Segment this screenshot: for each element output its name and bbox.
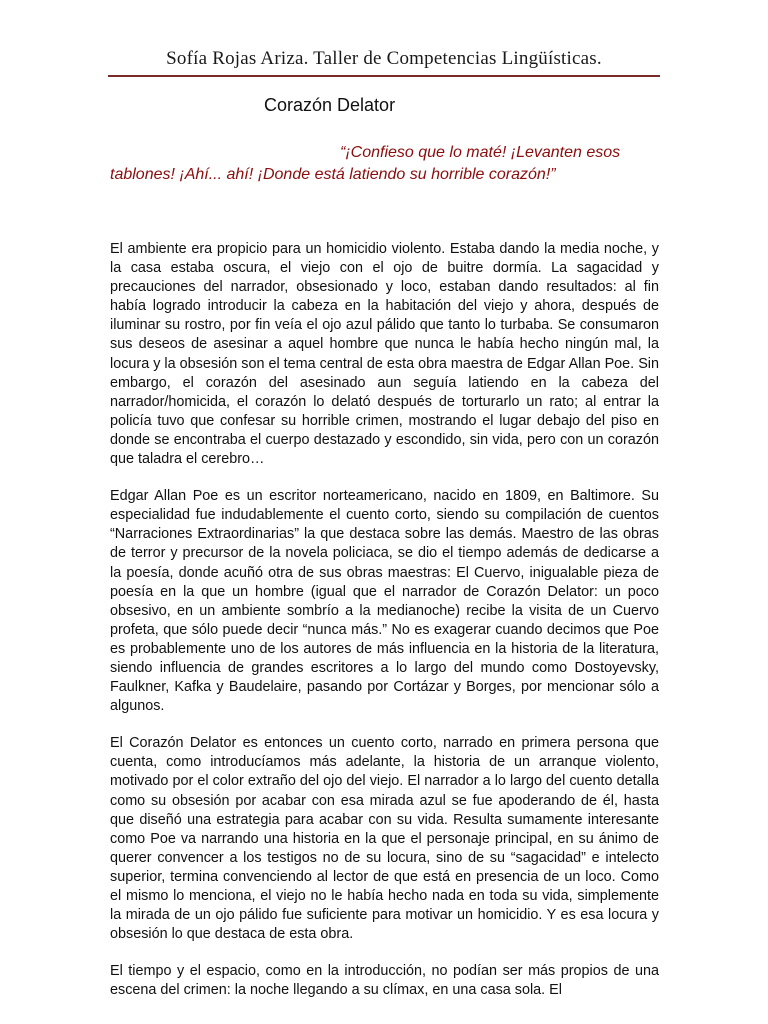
document-title: Corazón Delator (264, 95, 396, 115)
paragraph-1: El ambiente era propicio para un homicidio violento. Estaba dando la media noche, y la casa estaba oscura, el viejo con el ojo de buitre dormía. La sagacidad y precauciones del narrador, obsesionado y loco, estaban dando resultados: al fin había logrado introducir la cabeza en la habitación del viejo y ahora, después de iluminar su rostro, por fin veía el ojo azul pálido que tanto lo turbaba. Se consumaron sus deseos de asesinar a aquel hombre que nunca le había hecho ningún mal, la locura y la obsesión son el tema central de esta obra maestra de Edgar Allan Poe. Sin embargo, el corazón del asesinado aun seguía latiendo en la cabeza del narrador/homicida, el corazón lo delató después de torturarlo un rato; al entrar la policía tuvo que confesar su horrible crimen, mostrando el lugar debajo del piso en donde se encontraba el cuerpo destazado y escondido, sin vida, pero con un corazón que taladra el cerebro… (110, 241, 659, 468)
body-text (110, 240, 659, 1000)
page-header: Sofía Rojas Ariza. Taller de Competencias Lingüísticas. (166, 48, 602, 69)
paragraph-3: El Corazón Delator es entonces un cuento corto, narrado en primera persona que cuenta, como introducíamos más adelante, la historia de un arranque violento, motivado por el color extraño del ojo del viejo. El narrador a lo largo del cuento detalla como su obsesión por acabar con esa mirada azul se fue apoderando de él, hasta que diseñó una estrategia para acabar con su vida. Resulta sumamente interesante como Poe va narrando una historia en la que el personaje principal, en su ánimo de querer convencer a los testigos no de su locura, sino de su “sagacidad” e intelecto superior, termina convenciendo al lector de que está en presencia de un loco. Como el mismo lo menciona, el viejo no le había hecho nada en toda su vida, simplemente la mirada de un ojo pálido fue suficiente para motivar un homicidio. Y es esa locura y obsesión lo que destaca de esta obra. (110, 735, 659, 943)
epigraph-line-2: tablones! ¡Ahí... ahí! ¡Donde está latiendo su horrible corazón!” (110, 166, 556, 183)
epigraph-line-1: “¡Confieso que lo maté! ¡Levanten esos (340, 144, 621, 161)
paragraph-4: El tiempo y el espacio, como en la introducción, no podían ser más propios de una escena del crimen: la noche llegando a su clímax, en una casa sola. El (110, 963, 659, 999)
paragraph-2: Edgar Allan Poe es un escritor norteamericano, nacido en 1809, en Baltimore. Su especialidad fue indudablemente el cuento corto, siendo su compilación de cuentos “Narraciones Extraordinarias” la que destaca sobre las demás. Maestro de las obras de terror y precursor de la novela policiaca, se dio el tiempo además de dedicarse a la poesía, donde acuñó otra de sus obras maestras: El Cuervo, inigualable pieza de poesía en la que un hombre (igual que el narrador de Corazón Delator: un poco obsesivo, en un ambiente sombrío a la medianoche) recibe la visita de un Cuervo profeta, que sólo puede decir “nunca más.” No es exagerar cuando decimos que Poe es probablemente uno de los autores de más influencia en la historia de la literatura, siendo influencia de grandes escritores a lo largo del mundo como Dostoyevsky, Faulkner, Kafka y Baudelaire, pasando por Cortázar y Borges, por mencionar sólo a algunos. (110, 488, 659, 715)
epigraph-quote (110, 142, 660, 186)
header-divider (108, 75, 660, 77)
